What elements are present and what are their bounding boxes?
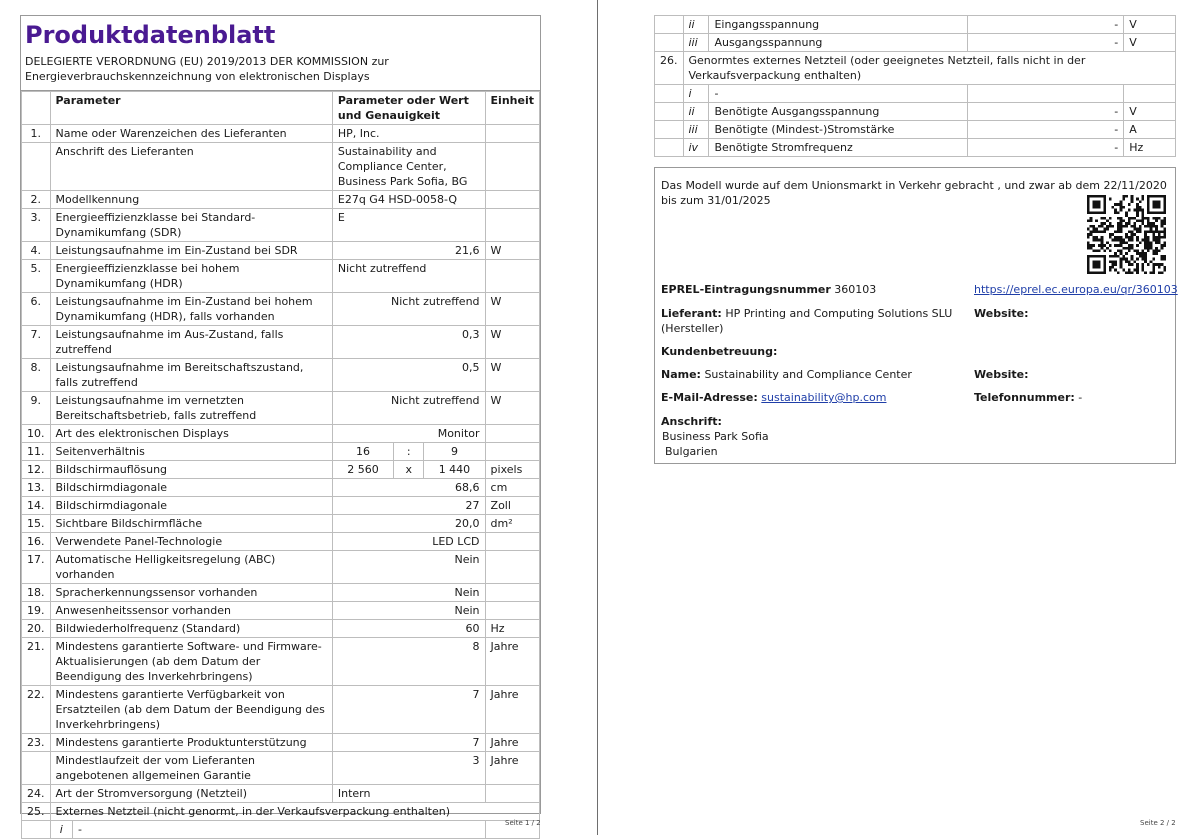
row-number: 18. xyxy=(22,584,51,602)
table-row xyxy=(22,515,540,533)
row-number: 24. xyxy=(22,785,51,803)
row-value: Nein xyxy=(332,584,485,602)
sub-unit: V xyxy=(1124,103,1176,121)
row-parameter: Automatische Helligkeitsregelung (ABC) vorhanden xyxy=(50,551,332,584)
eprel-number: 360103 xyxy=(834,283,877,296)
sub-unit: V xyxy=(1124,16,1176,34)
row-value: 3 xyxy=(332,752,485,785)
table-row xyxy=(655,85,1176,103)
row-number: 4. xyxy=(22,242,51,260)
row-parameter: Sichtbare Bildschirmfläche xyxy=(50,515,332,533)
row-number xyxy=(655,34,684,52)
table-row xyxy=(655,139,1176,157)
eprel-link[interactable]: https://eprel.ec.europa.eu/qr/360103 xyxy=(974,283,1178,296)
row-parameter: Leistungsaufnahme im Ein-Zustand bei SDR xyxy=(50,242,332,260)
row-unit: Jahre xyxy=(485,638,539,686)
row-unit: cm xyxy=(485,479,539,497)
email-link[interactable]: sustainability@hp.com xyxy=(761,391,887,404)
table-row xyxy=(22,143,540,191)
sub-value: - xyxy=(78,823,82,836)
table-row xyxy=(655,121,1176,139)
row-unit: pixels xyxy=(485,461,539,479)
sub-label: - xyxy=(709,85,968,103)
row-unit xyxy=(485,209,539,242)
row-value: Nein xyxy=(332,602,485,620)
row-number: 3. xyxy=(22,209,51,242)
row-value: 21,6 xyxy=(332,242,485,260)
row-number: 23. xyxy=(22,734,51,752)
row-parameter: Genormtes externes Netzteil (oder geeignetes Netzteil, falls nicht in der Verkaufsverpackung enthalten) xyxy=(683,52,1176,85)
product-data-table xyxy=(21,91,540,839)
row-value: HP, Inc. xyxy=(332,125,485,143)
eprel-label: EPREL-Eintragungsnummer xyxy=(661,283,831,296)
row-parameter: Bildschirmdiagonale xyxy=(50,479,332,497)
row-number xyxy=(655,139,684,157)
row-parameter: Energieeffizienzklasse bei hohem Dynamikumfang (HDR) xyxy=(50,260,332,293)
row-number: 26. xyxy=(655,52,684,85)
row-unit xyxy=(485,443,539,461)
table-row xyxy=(22,686,540,734)
sub-label: Benötigte (Mindest-)Stromstärke xyxy=(709,121,968,139)
row-value: E27q G4 HSD-0058-Q xyxy=(332,191,485,209)
row-parameter: Bildschirmauflösung xyxy=(50,461,332,479)
table-row xyxy=(22,785,540,803)
row-unit: Hz xyxy=(485,620,539,638)
sub-value: - xyxy=(968,103,1124,121)
row-value: Nicht zutreffend xyxy=(332,392,485,425)
table-header-row xyxy=(22,92,540,125)
row-number: 15. xyxy=(22,515,51,533)
row-parameter: Verwendete Panel-Technologie xyxy=(50,533,332,551)
value-split-row xyxy=(333,443,485,460)
row-value: Monitor xyxy=(332,425,485,443)
website-label-2: Website: xyxy=(974,368,1029,381)
sub-row-line xyxy=(51,821,485,838)
table-row xyxy=(22,209,540,242)
row-number: 5. xyxy=(22,260,51,293)
sub-row-table xyxy=(51,821,485,838)
row-parameter: Name oder Warenzeichen des Lieferanten xyxy=(50,125,332,143)
row-number: 25. xyxy=(22,803,51,821)
row-number: 6. xyxy=(22,293,51,326)
row-number: 1. xyxy=(22,125,51,143)
row-unit xyxy=(485,425,539,443)
market-period-text: Das Modell wurde auf dem Unionsmarkt in Verkehr gebracht , und zwar ab dem 22/11/2020 bis zum 31/01/2025 xyxy=(661,179,1167,207)
table-row xyxy=(655,34,1176,52)
row-number: 21. xyxy=(22,638,51,686)
customer-support-label: Kundenbetreuung: xyxy=(661,345,778,358)
website-label: Website: xyxy=(974,307,1029,320)
row-parameter: Mindestens garantierte Verfügbarkeit von Ersatzteilen (ab dem Datum der Beendigung des Inverkehrbringens) xyxy=(50,686,332,734)
table-body xyxy=(22,125,540,839)
row-parameter: Art des elektronischen Displays xyxy=(50,425,332,443)
row-number: 20. xyxy=(22,620,51,638)
value-split xyxy=(333,461,485,478)
table-row xyxy=(22,533,540,551)
table-row xyxy=(22,584,540,602)
row-parameter: Anschrift des Lieferanten xyxy=(50,143,332,191)
sub-value: - xyxy=(968,34,1124,52)
row-parameter: Seitenverhältnis xyxy=(50,443,332,461)
sub-row xyxy=(50,821,485,839)
table-row xyxy=(22,551,540,584)
value-part: 2 560 xyxy=(347,463,379,476)
row-number: 9. xyxy=(22,392,51,425)
row-parameter: Energieeffizienzklasse bei Standard-Dynamikumfang (SDR) xyxy=(50,209,332,242)
qr-code xyxy=(1087,195,1166,274)
supplier-line xyxy=(661,306,966,336)
row-unit: dm² xyxy=(485,515,539,533)
row-value: 0,3 xyxy=(332,326,485,359)
row-number: 22. xyxy=(22,686,51,734)
sub-unit: A xyxy=(1124,121,1176,139)
row-number xyxy=(655,103,684,121)
sub-value: - xyxy=(968,139,1124,157)
row-unit: W xyxy=(485,392,539,425)
header-value: Parameter oder Wert und Genauigkeit xyxy=(332,92,485,125)
row-unit: W xyxy=(485,293,539,326)
row-value: LED LCD xyxy=(332,533,485,551)
row-number xyxy=(22,143,51,191)
row-parameter: Modellkennung xyxy=(50,191,332,209)
sub-label: Eingangsspannung xyxy=(709,16,968,34)
row-value: 8 xyxy=(332,638,485,686)
supplier-value: HP Printing and Computing Solutions SLU (Hersteller) xyxy=(661,307,953,335)
row-unit: Jahre xyxy=(485,734,539,752)
table-row xyxy=(655,103,1176,121)
row-parameter: Anwesenheitssensor vorhanden xyxy=(50,602,332,620)
sub-roman: i xyxy=(51,821,73,838)
sub-unit xyxy=(1124,85,1176,103)
table-row xyxy=(655,16,1176,34)
row-value: E xyxy=(332,209,485,242)
row-parameter: Leistungsaufnahme im Bereitschaftszustand, falls zutreffend xyxy=(50,359,332,392)
row-value: Nicht zutreffend xyxy=(332,260,485,293)
row-parameter: Spracherkennungssensor vorhanden xyxy=(50,584,332,602)
info-box xyxy=(654,167,1176,464)
row-number xyxy=(655,121,684,139)
row-number xyxy=(655,85,684,103)
row-value: 7 xyxy=(332,734,485,752)
row-value: 60 xyxy=(332,620,485,638)
value-split xyxy=(333,443,485,460)
row-parameter: Art der Stromversorgung (Netzteil) xyxy=(50,785,332,803)
phone-label: Telefonnummer: xyxy=(974,391,1075,404)
name-value: Sustainability and Compliance Center xyxy=(704,368,912,381)
row-unit xyxy=(485,584,539,602)
sub-unit: Hz xyxy=(1124,139,1176,157)
table-row xyxy=(655,52,1176,85)
table-row xyxy=(22,734,540,752)
table-row xyxy=(22,260,540,293)
sub-value: - xyxy=(968,121,1124,139)
eprel-line xyxy=(661,282,876,297)
table-row xyxy=(22,191,540,209)
row-unit: W xyxy=(485,242,539,260)
supplier-label: Lieferant: xyxy=(661,307,722,320)
sub-label: Benötigte Ausgangsspannung xyxy=(709,103,968,121)
row-number: 8. xyxy=(22,359,51,392)
row-value: 20,0 xyxy=(332,515,485,533)
table-row xyxy=(22,752,540,785)
row-number: 7. xyxy=(22,326,51,359)
page-1-header xyxy=(21,16,540,91)
row-value-split xyxy=(332,461,485,479)
value-part: : xyxy=(394,443,424,460)
power-supply-table xyxy=(654,15,1176,157)
value-part: 1 440 xyxy=(438,463,471,476)
table-row xyxy=(22,425,540,443)
row-number xyxy=(22,752,51,785)
table-row xyxy=(22,479,540,497)
header-parameter: Parameter xyxy=(50,92,332,125)
row-number: 11. xyxy=(22,443,51,461)
address-line-2: Bulgarien xyxy=(665,445,718,458)
row-parameter: Leistungsaufnahme im Ein-Zustand bei hohem Dynamikumfang (HDR), falls vorhanden xyxy=(50,293,332,326)
row-parameter: Externes Netzteil (nicht genormt, in der Verkaufsverpackung enthalten) xyxy=(50,803,540,821)
email-label: E-Mail-Adresse: xyxy=(661,391,758,404)
name-label: Name: xyxy=(661,368,701,381)
row-unit: Jahre xyxy=(485,686,539,734)
sub-roman: ii xyxy=(683,103,709,121)
page-divider xyxy=(597,0,598,835)
row-value: 68,6 xyxy=(332,479,485,497)
row-unit xyxy=(485,143,539,191)
sub-value: - xyxy=(968,16,1124,34)
header-no xyxy=(22,92,51,125)
sub-roman: iii xyxy=(683,121,709,139)
table-row xyxy=(22,638,540,686)
row-unit xyxy=(485,785,539,803)
row-value: Intern xyxy=(332,785,485,803)
value-part: 16 xyxy=(355,445,370,458)
row-number: 13. xyxy=(22,479,51,497)
sub-roman: ii xyxy=(683,16,709,34)
address-line-1: Business Park Sofia xyxy=(662,430,769,443)
table-row xyxy=(22,821,540,839)
row-parameter: Mindestlaufzeit der vom Lieferanten angebotenen allgemeinen Garantie xyxy=(50,752,332,785)
row-number: 2. xyxy=(22,191,51,209)
table-row xyxy=(22,497,540,515)
row-parameter: Leistungsaufnahme im vernetzten Bereitschaftsbetrieb, falls zutreffend xyxy=(50,392,332,425)
row-unit xyxy=(485,260,539,293)
row-unit xyxy=(485,533,539,551)
row-value-split xyxy=(332,443,485,461)
value-split-row xyxy=(333,461,485,478)
sub-label: Ausgangsspannung xyxy=(709,34,968,52)
value-part: 9 xyxy=(450,445,458,458)
table-row xyxy=(22,443,540,461)
row-unit xyxy=(485,602,539,620)
regulation-subtitle: DELEGIERTE VERORDNUNG (EU) 2019/2013 DER KOMMISSION zur Energieverbrauchskennzeichnung von elektronischen Displays xyxy=(25,55,389,83)
email-line xyxy=(661,390,886,405)
row-unit: Jahre xyxy=(485,752,539,785)
table-row xyxy=(22,125,540,143)
row-unit xyxy=(485,125,539,143)
page-number-1: Seite 1 / 2 xyxy=(505,819,541,827)
phone-line xyxy=(974,390,1082,405)
sub-roman: iii xyxy=(683,34,709,52)
row-number xyxy=(655,16,684,34)
row-number: 16. xyxy=(22,533,51,551)
value-part: x xyxy=(394,461,424,478)
sub-roman: i xyxy=(683,85,709,103)
row-value: 0,5 xyxy=(332,359,485,392)
table-row xyxy=(22,461,540,479)
table-row xyxy=(22,620,540,638)
sub-roman: iv xyxy=(683,139,709,157)
row-number: 17. xyxy=(22,551,51,584)
row-parameter: Mindestens garantierte Produktunterstützung xyxy=(50,734,332,752)
row-unit xyxy=(485,551,539,584)
table-row xyxy=(22,293,540,326)
sub-label: Benötigte Stromfrequenz xyxy=(709,139,968,157)
row-number: 14. xyxy=(22,497,51,515)
row-number: 10. xyxy=(22,425,51,443)
table-row xyxy=(22,392,540,425)
sub-value xyxy=(968,85,1124,103)
row-value: 7 xyxy=(332,686,485,734)
row-parameter: Bildwiederholfrequenz (Standard) xyxy=(50,620,332,638)
table-row xyxy=(22,359,540,392)
table-row xyxy=(22,326,540,359)
row-value: 27 xyxy=(332,497,485,515)
sub-unit: V xyxy=(1124,34,1176,52)
row-value: Nein xyxy=(332,551,485,584)
table-row xyxy=(22,803,540,821)
row-number: 19. xyxy=(22,602,51,620)
row-parameter: Mindestens garantierte Software- und Firmware-Aktualisierungen (ab dem Datum der Beendigung des Inverkehrbringens) xyxy=(50,638,332,686)
row-unit: W xyxy=(485,359,539,392)
document-title: Produktdatenblatt xyxy=(25,21,276,49)
row-parameter: Leistungsaufnahme im Aus-Zustand, falls zutreffend xyxy=(50,326,332,359)
row-value: Nicht zutreffend xyxy=(332,293,485,326)
contact-name-line xyxy=(661,367,912,382)
row-unit xyxy=(485,191,539,209)
row-unit: Zoll xyxy=(485,497,539,515)
row-number: 12. xyxy=(22,461,51,479)
phone-value: - xyxy=(1078,391,1083,404)
page-number-2: Seite 2 / 2 xyxy=(1140,819,1176,827)
table-row xyxy=(22,602,540,620)
row-parameter: Bildschirmdiagonale xyxy=(50,497,332,515)
row-unit: W xyxy=(485,326,539,359)
row-number xyxy=(22,821,51,839)
page-2-table xyxy=(654,15,1176,157)
row-value: Sustainability and Compliance Center, Business Park Sofia, BG xyxy=(332,143,485,191)
table-row xyxy=(22,242,540,260)
header-unit: Einheit xyxy=(485,92,539,125)
address-label: Anschrift: xyxy=(661,415,722,428)
